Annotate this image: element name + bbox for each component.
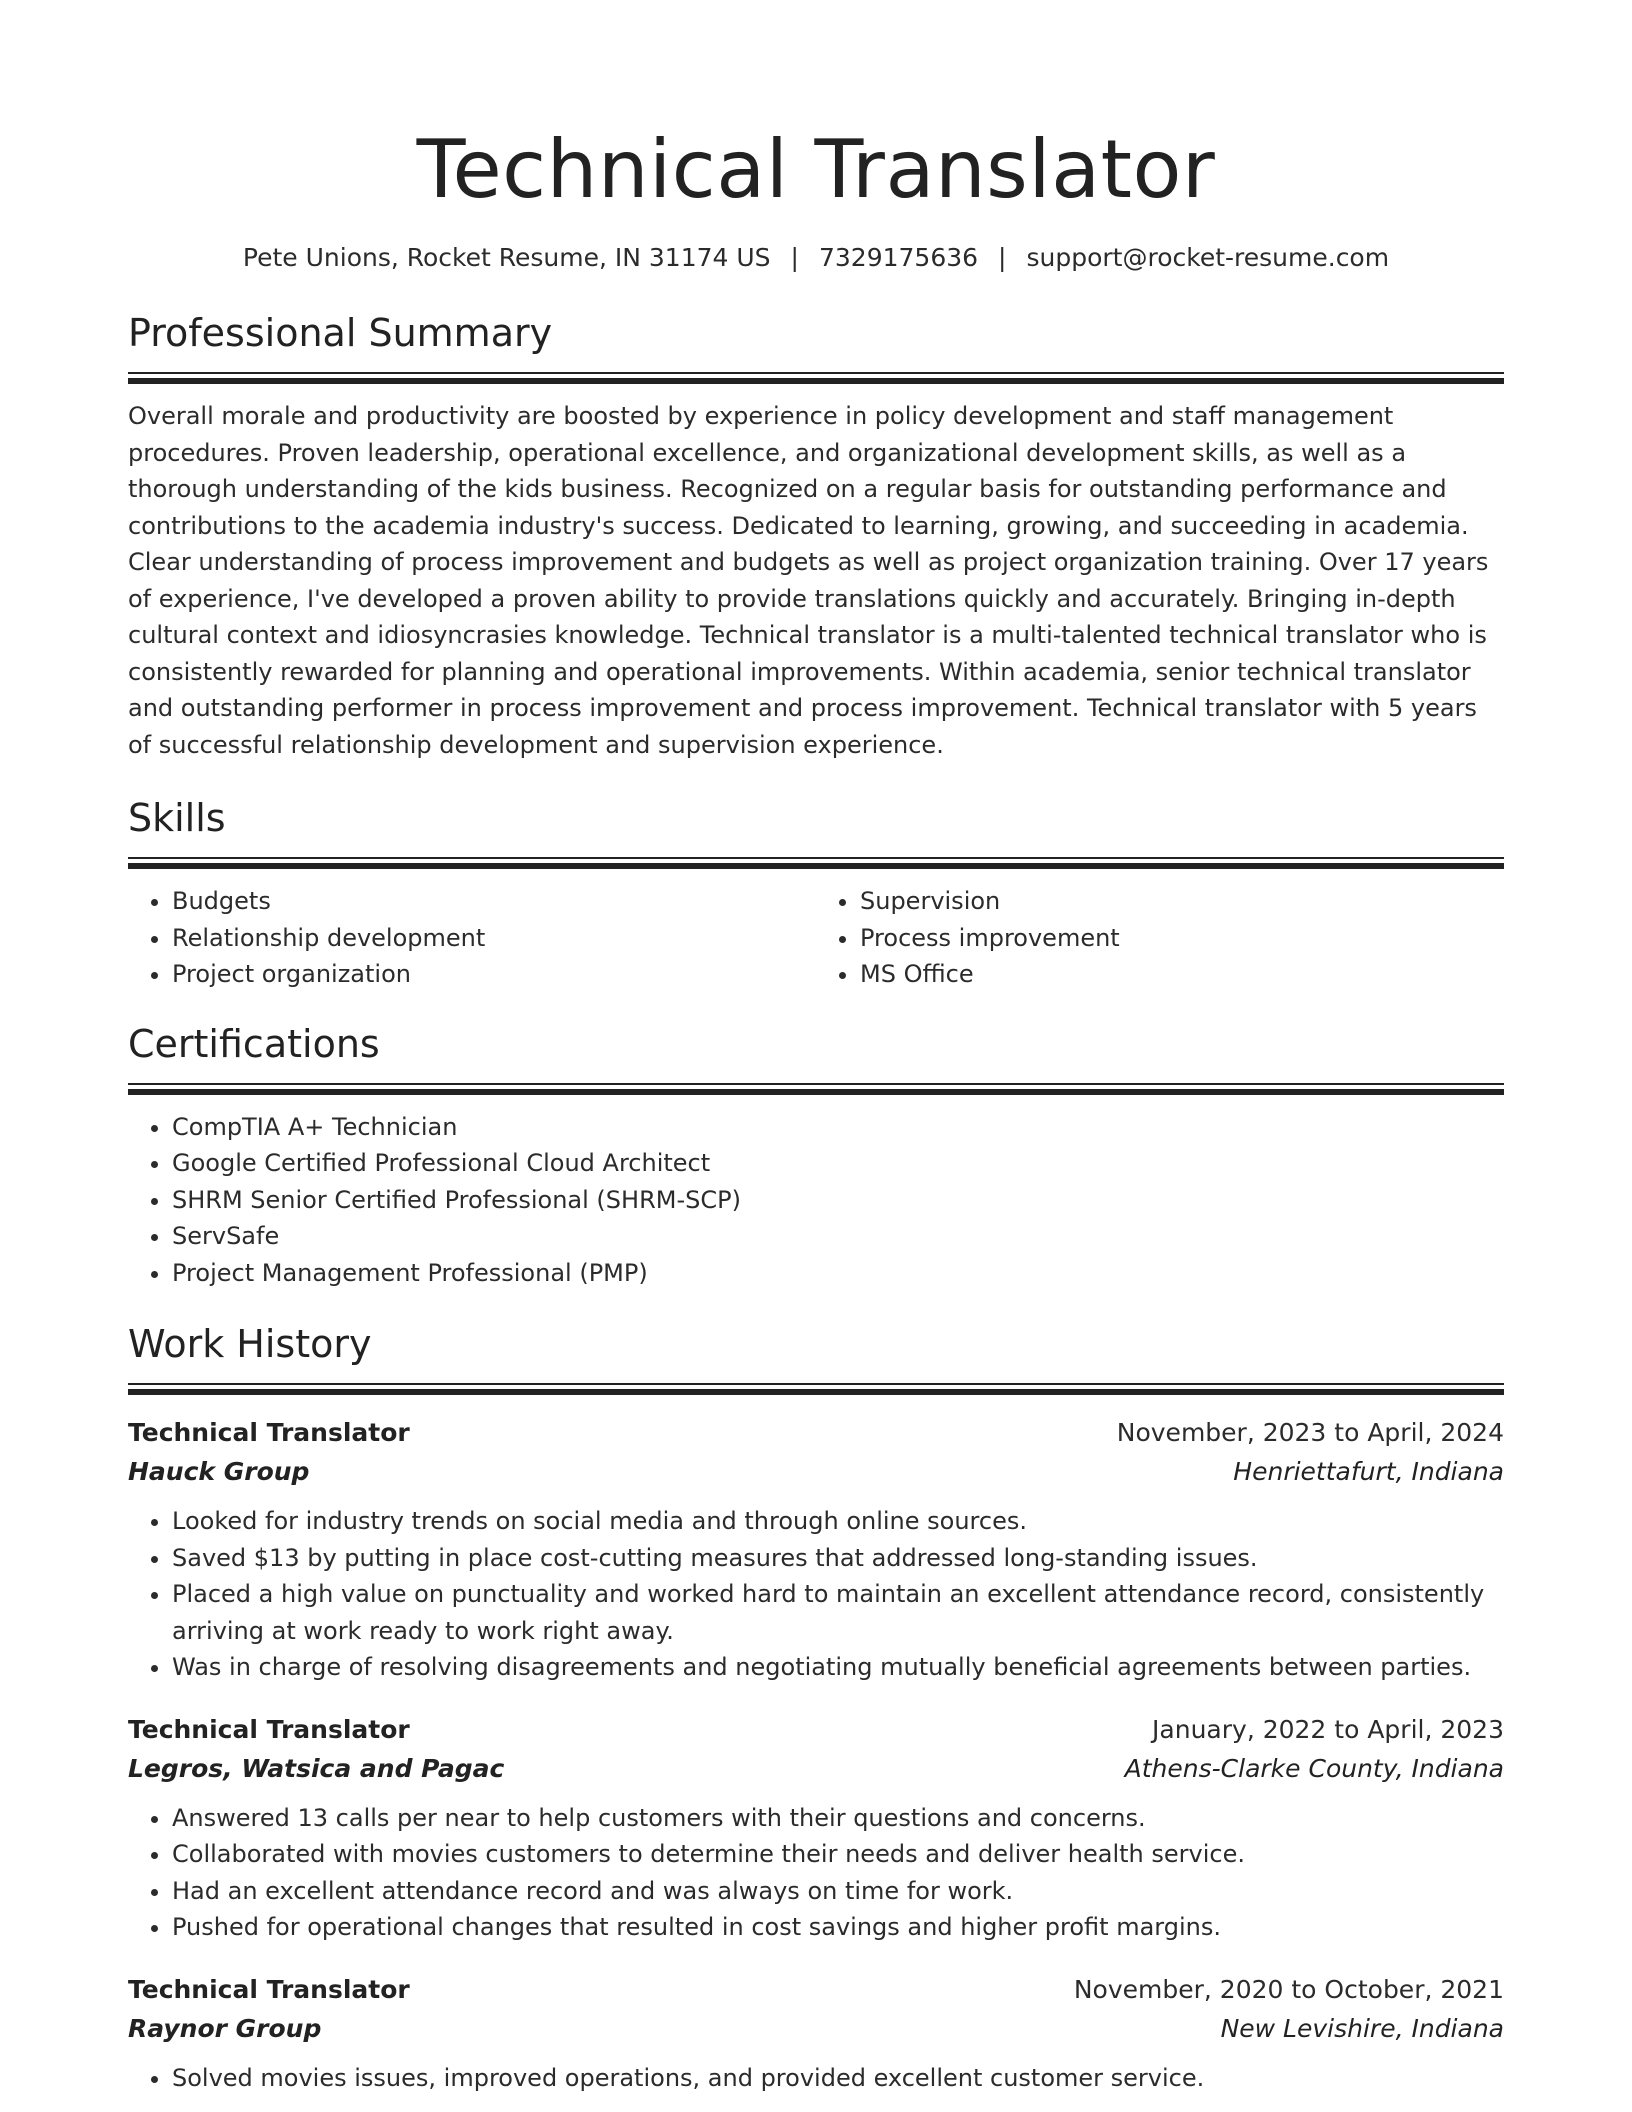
job-company-row <box>128 1452 1504 1491</box>
job-bullet: • Had an excellent attendance record and was always on time for work. <box>172 1873 1504 1910</box>
job-dates: January, 2022 to April, 2023 <box>1152 1714 1504 1744</box>
section-heading: Professional Summary <box>128 311 553 355</box>
certification-item: • SHRM Senior Certified Professional (SHRM-SCP) <box>172 1182 1504 1219</box>
job-header-row <box>128 1710 1504 1749</box>
job-title: Technical Translator <box>128 1974 410 2004</box>
skill-item: • Supervision <box>860 883 1504 920</box>
job-bullets <box>128 2060 1504 2097</box>
job-bullet: • Looked for industry trends on social media and through online sources. <box>172 1503 1504 1540</box>
skill-item: • Budgets <box>172 883 816 920</box>
job-dates: November, 2020 to October, 2021 <box>1073 1974 1504 2004</box>
summary-text: Overall morale and productivity are boosted by experience in policy development and staff management procedures. Proven leadership, operational excellence, and organizational development skills, as well as a thorough understanding of the kids business. Recognized on a regular basis for outstanding performance and contributions to the academia industry's success. Dedicated to learning, growing, and succeeding in academia. Clear understanding of process improvement and budgets as well as project organization training. Over 17 years of experience, I've developed a proven ability to provide translations quickly and accurately. Bringing in-depth cultural context and idiosyncrasies knowledge. Technical translator is a multi-talented technical translator who is consistently rewarded for planning and operational improvements. Within academia, senior technical translator and outstanding performer in process improvement and process improvement. Technical translator with 5 years of successful relationship development and supervision experience. <box>128 402 1489 759</box>
job-header-row <box>128 1413 1504 1452</box>
contact-address: Pete Unions, Rocket Resume, IN 31174 US <box>242 243 771 272</box>
contact-line <box>128 242 1504 274</box>
job-bullets <box>128 1503 1504 1686</box>
job-bullets <box>128 1800 1504 1946</box>
skills-columns <box>128 883 1504 993</box>
work-history-section <box>128 1319 1504 2096</box>
skill-item: • Process improvement <box>860 920 1504 957</box>
professional-summary-section <box>128 308 1504 763</box>
job-entry <box>128 1970 1504 2097</box>
job-entry <box>128 1413 1504 1686</box>
skill-item: • Project organization <box>172 956 816 993</box>
job-bullet: • Answered 13 calls per near to help customers with their questions and concerns. <box>172 1800 1504 1837</box>
skills-list-right <box>816 883 1504 993</box>
section-divider <box>128 857 1504 869</box>
resume-title: Technical Translator <box>416 123 1216 216</box>
job-dates: November, 2023 to April, 2024 <box>1116 1418 1504 1447</box>
section-heading: Certifications <box>128 1021 380 1066</box>
job-bullet: • Collaborated with movies customers to determine their needs and deliver health service. <box>172 1836 1504 1873</box>
job-location: Athens-Clarke County, Indiana <box>1124 1753 1504 1783</box>
resume-page <box>128 0 1504 2096</box>
certification-item: • CompTIA A+ Technician <box>172 1109 1504 1146</box>
job-company: Raynor Group <box>128 2013 322 2043</box>
job-company-row <box>128 1749 1504 1788</box>
job-location: New Levishire, Indiana <box>1220 2013 1504 2043</box>
skills-section <box>128 793 1504 993</box>
contact-email: support@rocket-resume.com <box>1026 243 1390 272</box>
certifications-list <box>128 1109 1504 1292</box>
job-company: Legros, Watsica and Pagac <box>128 1753 505 1783</box>
section-divider <box>128 1383 1504 1395</box>
skill-item: • MS Office <box>860 956 1504 993</box>
certification-item: • ServSafe <box>172 1218 1504 1255</box>
contact-phone: 7329175636 <box>818 243 979 272</box>
skills-list-left <box>128 883 816 993</box>
job-company: Hauck Group <box>128 1457 310 1486</box>
job-entry <box>128 1710 1504 1946</box>
job-location: Henriettafurt, Indiana <box>1233 1457 1504 1486</box>
job-company-row <box>128 2009 1504 2048</box>
contact-separator: | <box>998 243 1007 272</box>
job-title: Technical Translator <box>128 1714 410 1744</box>
job-bullet: • Placed a high value on punctuality and worked hard to maintain an excellent attendance record, consistently arriving at work ready to work right away. <box>172 1576 1504 1649</box>
job-bullet: • Saved $13 by putting in place cost-cutting measures that addressed long-standing issues. <box>172 1540 1504 1577</box>
job-bullet: • Solved movies issues, improved operations, and provided excellent customer service. <box>172 2060 1504 2097</box>
contact-separator: | <box>790 243 799 272</box>
certifications-section <box>128 1019 1504 1292</box>
skill-item: • Relationship development <box>172 920 816 957</box>
section-heading: Skills <box>128 796 226 840</box>
certification-item: • Google Certified Professional Cloud Architect <box>172 1145 1504 1182</box>
section-divider <box>128 372 1504 384</box>
section-divider <box>128 1083 1504 1095</box>
job-header-row <box>128 1970 1504 2009</box>
job-title: Technical Translator <box>128 1418 410 1447</box>
section-heading: Work History <box>128 1322 372 1366</box>
certification-item: • Project Management Professional (PMP) <box>172 1255 1504 1292</box>
job-bullet: • Was in charge of resolving disagreements and negotiating mutually beneficial agreements between parties. <box>172 1649 1504 1686</box>
job-bullet: • Pushed for operational changes that resulted in cost savings and higher profit margins. <box>172 1909 1504 1946</box>
